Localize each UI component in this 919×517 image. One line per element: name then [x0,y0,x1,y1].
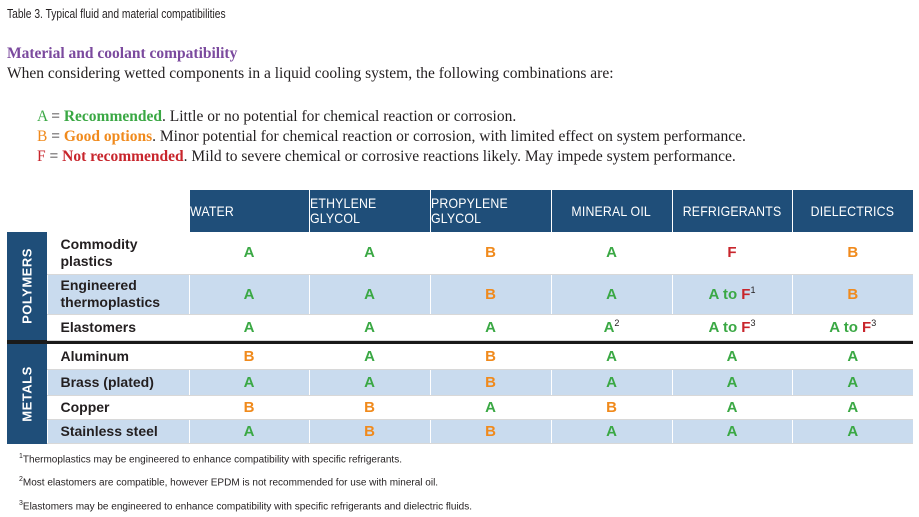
rating-cell: A [430,314,551,340]
header-blank [47,190,189,232]
legend-f [37,148,736,166]
rating-cell: B [430,274,551,314]
table-header-row [7,190,913,232]
intro-text: When considering wetted components in a liquid cooling system, the following combinations are: [7,65,614,82]
table-row [7,232,913,274]
rating-cell: B [792,274,913,314]
table-row [7,396,913,420]
rating-cell: B [430,420,551,444]
table-row [7,420,913,444]
rating-cell: A [189,420,309,444]
rating-cell: A [309,344,430,370]
rating-cell: A [672,396,792,420]
rating-cell: A to $F^3$ [792,314,913,340]
rating-cell: $A^2$ [551,314,672,340]
legend-desc: . Mild to severe chemical or corrosive reactions likely. May impede system performance. [183,148,736,165]
compatibility-table [7,190,913,444]
material-name: Elastomers [47,314,189,340]
footnote: $^2$Most elastomers are compatible, however EPDM is not recommended for use with mineral oil. [19,476,439,489]
rating-cell: A [309,274,430,314]
rating-cell: A [551,274,672,314]
legend-term: Recommended [63,108,162,125]
rating-cell: A [309,314,430,340]
legend-eq: = [47,128,64,145]
legend-desc: . Minor potential for chemical reaction or corrosion, with limited effect on system performance. [152,128,746,145]
table-row [7,344,913,370]
rating-cell: B [430,370,551,396]
rating-cell: F [672,232,792,274]
table-row [7,274,913,314]
material-name: Commodity plastics [47,232,189,274]
legend-a [37,108,516,126]
rating-cell: A [309,232,430,274]
rating-cell: A [672,420,792,444]
table-caption: Table 3. Typical fluid and material compatibilities [7,7,226,21]
legend-code: A [37,108,48,125]
table-row [7,314,913,340]
rating-cell: A [792,344,913,370]
legend-eq: = [47,108,64,125]
rating-cell: A [189,232,309,274]
material-name: Brass (plated) [47,370,189,396]
rating-cell: A [551,370,672,396]
footnote: $^1$Thermoplastics may be engineered to enhance compatibility with specific refrigerants. [19,453,402,466]
rating-cell: A [672,370,792,396]
column-header: PROPYLENE GLYCOL [430,190,551,232]
legend-term: Good options [63,128,153,145]
group-label: POLYMERS [7,232,47,340]
rating-cell: B [792,232,913,274]
rating-cell: A [551,232,672,274]
rating-cell: A [551,420,672,444]
material-name: Stainless steel [47,420,189,444]
legend-desc: . Little or no potential for chemical reaction or corrosion. [162,108,517,125]
group-label: METALS [7,344,47,444]
column-header: REFRIGERANTS [672,190,792,232]
rating-cell: B [189,344,309,370]
rating-cell: B [309,420,430,444]
column-header: DIELECTRICS [792,190,913,232]
rating-cell: B [309,396,430,420]
rating-cell: A to $F^3$ [672,314,792,340]
material-name: Copper [47,396,189,420]
column-header: WATER [189,190,309,232]
header-blank [7,190,47,232]
rating-cell: A [430,396,551,420]
legend-eq: = [45,148,63,165]
column-header: MINERAL OIL [551,190,672,232]
legend-code: B [37,128,48,145]
legend-term: Not recommended [62,148,184,165]
column-header: ETHYLENE GLYCOL [309,190,430,232]
rating-cell: A [551,344,672,370]
rating-cell: B [430,232,551,274]
footnote: $^3$Elastomers may be engineered to enhance compatibility with specific refrigerants and dielectric fluids. [19,499,473,512]
legend-b [37,128,746,146]
legend-code: F [37,148,46,165]
rating-cell: A [189,370,309,396]
rating-cell: A [189,314,309,340]
rating-cell: B [189,396,309,420]
rating-cell: A [189,274,309,314]
section-heading: Material and coolant compatibility [7,45,238,62]
rating-cell: A [792,396,913,420]
table-row [7,370,913,396]
material-name: Engineered thermoplastics [47,274,189,314]
rating-cell: A [792,370,913,396]
material-name: Aluminum [47,344,189,370]
rating-cell: A [309,370,430,396]
rating-cell: B [430,344,551,370]
footnotes [19,447,472,517]
rating-cell: B [551,396,672,420]
rating-cell: A to $F^1$ [672,274,792,314]
rating-cell: A [672,344,792,370]
rating-cell: A [792,420,913,444]
